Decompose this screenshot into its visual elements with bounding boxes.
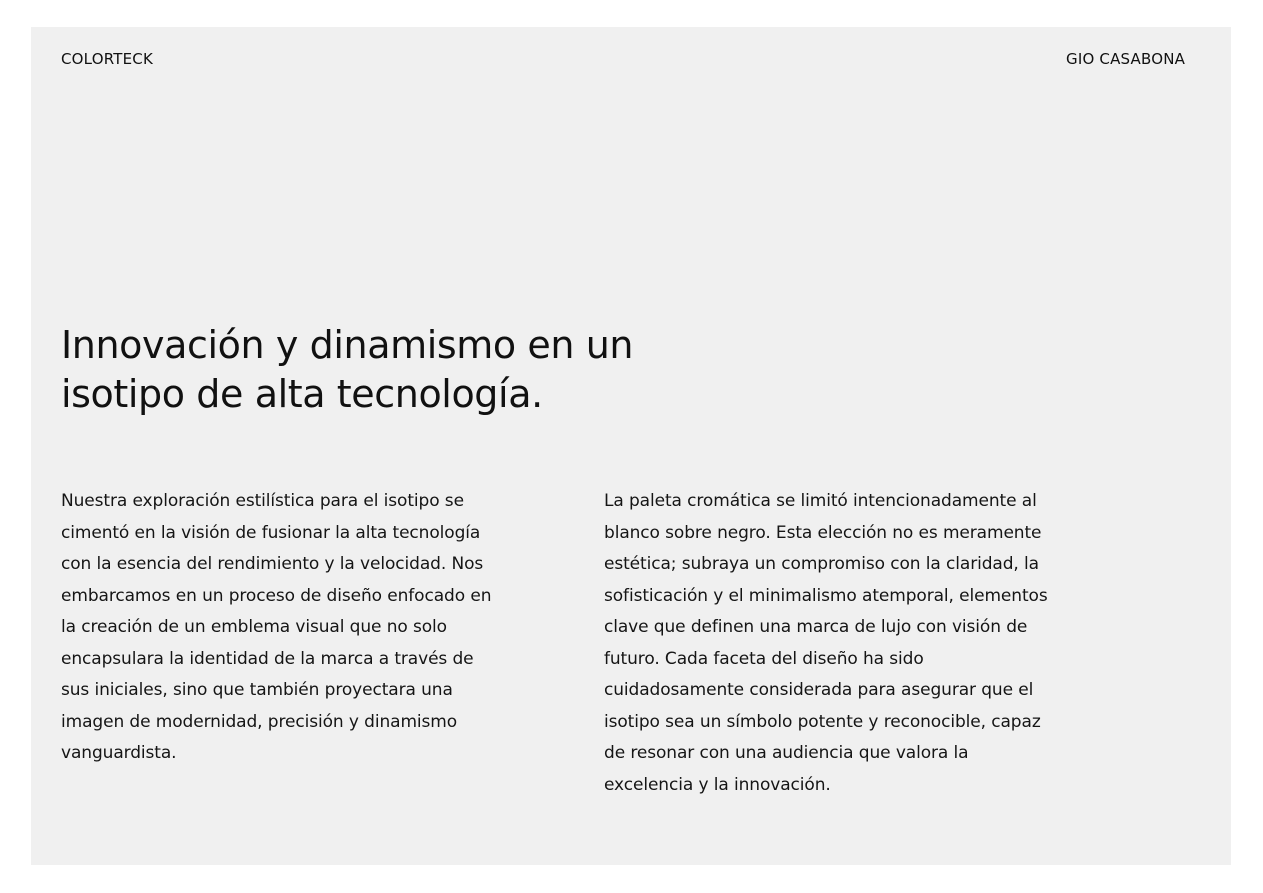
paragraph-right: La paleta cromática se limitó intencionadamente al blanco sobre negro. Esta elección no es meramente estética; subraya un compromiso con la claridad, la sofisticación y el minimalismo atemporal, elementos clave que definen una marca de lujo con visión de futuro. Cada faceta del diseño ha sido cuidadosamente considerada para asegurar que el isotipo sea un símbolo potente y reconocible, capaz de resonar con una audiencia que valora la excelencia y la innovación. — [604, 491, 1048, 795]
content-card — [31, 27, 1231, 865]
paragraph-left: Nuestra exploración estilística para el isotipo se cimentó en la visión de fusionar la alta tecnología con la esencia del rendimiento y la velocidad. Nos embarcamos en un proceso de diseño enfocado en la creación de un emblema visual que no solo encapsulara la identidad de la marca a través de sus iniciales, sino que también proyectara una imagen de modernidad, precisión y dinamismo vanguardista. — [61, 491, 492, 763]
author-name: GIO CASABONA — [1066, 50, 1186, 68]
headline: Innovación y dinamismo en un isotipo de alta tecnología. — [61, 323, 634, 416]
brand-name: COLORTECK — [61, 50, 153, 68]
